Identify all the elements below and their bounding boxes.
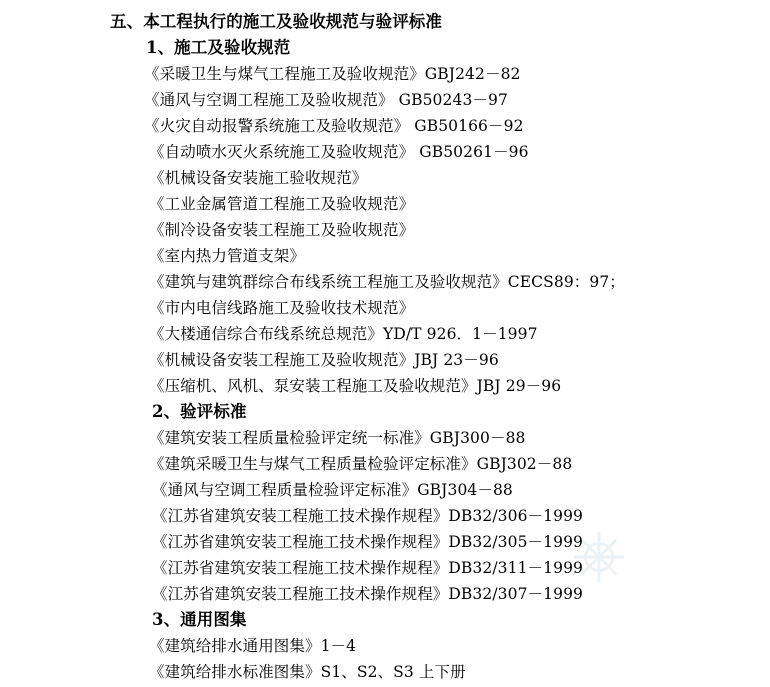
list-item: 《采暖卫生与煤气工程施工及验收规范》GBJ242－82 xyxy=(144,65,521,83)
list-item: 《建筑给排水标准图集》S1、S2、S3 上下册 xyxy=(149,663,466,681)
list-item: 《通风与空调工程施工及验收规范》 GB50243－97 xyxy=(144,91,508,109)
list-item: 《市内电信线路施工及验收技术规范》 xyxy=(149,299,415,317)
list-item: 《江苏省建筑安装工程施工技术操作规程》DB32/307－1999 xyxy=(152,585,583,603)
list-item: 《机械设备安装工程施工及验收规范》JBJ 23－96 xyxy=(149,351,499,369)
list-item: 《建筑安装工程质量检验评定统一标准》GBJ300－88 xyxy=(149,429,526,447)
list-item: 《压缩机、风机、泵安装工程施工及验收规范》JBJ 29－96 xyxy=(149,377,562,395)
list-item: 《室内热力管道支架》 xyxy=(149,247,306,265)
list-item: 《火灾自动报警系统施工及验收规范》 GB50166－92 xyxy=(144,117,524,135)
subsection-heading-atlas: 3、通用图集 xyxy=(152,610,247,629)
subsection-heading-standards: 1、施工及验收规范 xyxy=(146,38,291,57)
list-item: 《自动喷水灭火系统施工及验收规范》 GB50261－96 xyxy=(149,143,529,161)
list-item: 《大楼通信综合布线系统总规范》YD/T 926．1－1997 xyxy=(149,325,538,343)
list-item: 《江苏省建筑安装工程施工技术操作规程》DB32/306－1999 xyxy=(152,507,583,525)
list-item: 《江苏省建筑安装工程施工技术操作规程》DB32/311－1999 xyxy=(152,559,583,577)
section-title: 五、本工程执行的施工及验收规范与验评标准 xyxy=(110,12,442,31)
list-item: 《建筑给排水通用图集》1－4 xyxy=(149,637,357,655)
list-item: 《建筑采暖卫生与煤气工程质量检验评定标准》GBJ302－88 xyxy=(149,455,573,473)
list-item: 《江苏省建筑安装工程施工技术操作规程》DB32/305－1999 xyxy=(152,533,583,551)
list-item: 《通风与空调工程质量检验评定标准》GBJ304－88 xyxy=(152,481,513,499)
list-item: 《制冷设备安装工程施工及验收规范》 xyxy=(149,221,415,239)
list-item: 《机械设备安装施工验收规范》 xyxy=(149,169,368,187)
list-item: 《工业金属管道工程施工及验收规范》 xyxy=(149,195,415,213)
subsection-heading-evaluation: 2、验评标准 xyxy=(152,402,247,421)
list-item: 《建筑与建筑群综合布线系统工程施工及验收规范》CECS89：97； xyxy=(149,273,625,291)
